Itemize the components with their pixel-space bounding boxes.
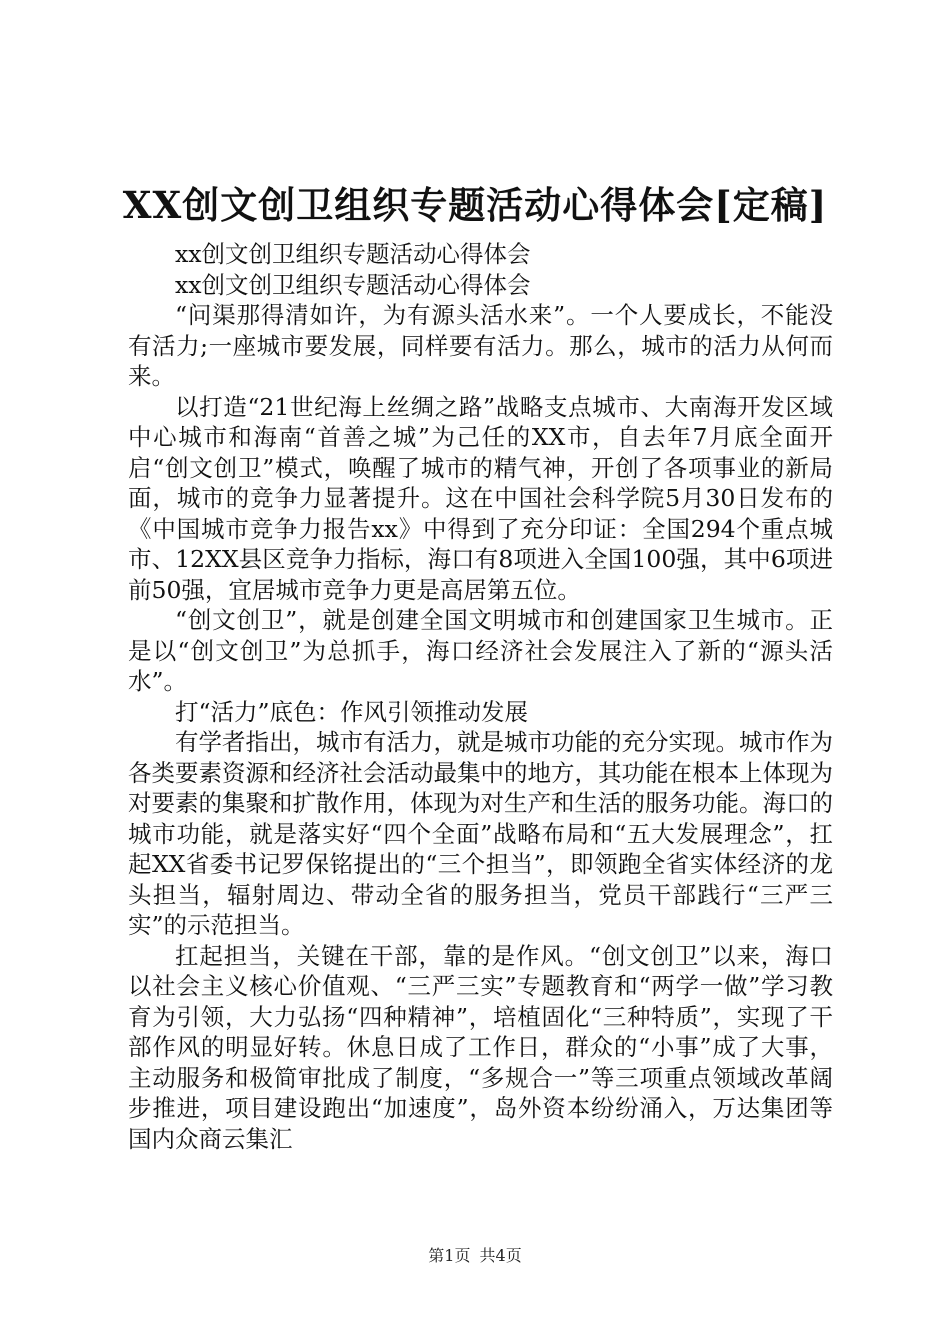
body-paragraph: 以打造“21世纪海上丝绸之路”战略支点城市、大南海开发区域中心城市和海南“首善之城”为己任的XX市，自去年7月底全面开启“创文创卫”模式，唤醒了城市的精气神，开创了各项事业的新局面，城市的竞争力显著提升。这在中国社会科学院5月30日发布的《中国城市竞争力报告xx》中得到了充分印证：全国294个重点城市、12XX县区竞争力指标，海口有8项进入全国100强，其中6项进前50强，宜居城市竞争力更是高居第五位。 — [128, 392, 833, 604]
section-heading: 打“活力”底色：作风引领推动发展 — [175, 697, 529, 726]
page-number: 第1页 — [428, 1246, 471, 1265]
subtitle-line: xx创文创卫组织专题活动心得体会 — [175, 270, 531, 299]
body-paragraph: 扛起担当，关键在干部，靠的是作风。“创文创卫”以来，海口以社会主义核心价值观、“三严三实”专题教育和“两学一做”学习教育为引领，大力弘扬“四种精神”，培植固化“三种特质”，实现了干部作风的明显好转。休息日成了工作日，群众的“小事”成了大事，主动服务和极简审批成了制度，“多规合一”等三项重点领域改革阔步推进，项目建设跑出“加速度”，岛外资本纷纷涌入，万达集团等国内众商云集汇 — [128, 941, 833, 1153]
body-paragraph: “问渠那得清如许，为有源头活水来”。一个人要成长，不能没有活力;一座城市要发展，同样要有活力。那么，城市的活力从何而来。 — [128, 301, 833, 390]
page-total: 共4页 — [479, 1246, 522, 1265]
document-title: XX创文创卫组织专题活动心得体会[定稿] — [122, 183, 828, 227]
body-paragraph: “创文创卫”，就是创建全国文明城市和创建国家卫生城市。正是以“创文创卫”为总抓手，海口经济社会发展注入了新的“源头活水”。 — [128, 606, 833, 695]
page-footer — [0, 1243, 950, 1266]
document-body — [128, 239, 833, 1154]
body-paragraph: 有学者指出，城市有活力，就是城市功能的充分实现。城市作为各类要素资源和经济社会活动最集中的地方，其功能在根本上体现为对要素的集聚和扩散作用，体现为对生产和生活的服务功能。海口的城市功能，就是落实好“四个全面”战略布局和“五大发展理念”，扛起XX省委书记罗保铭提出的“三个担当”，即领跑全省实体经济的龙头担当，辐射周边、带动全省的服务担当，党员干部践行“三严三实”的示范担当。 — [128, 728, 833, 939]
subtitle-line: xx创文创卫组织专题活动心得体会 — [175, 240, 531, 268]
